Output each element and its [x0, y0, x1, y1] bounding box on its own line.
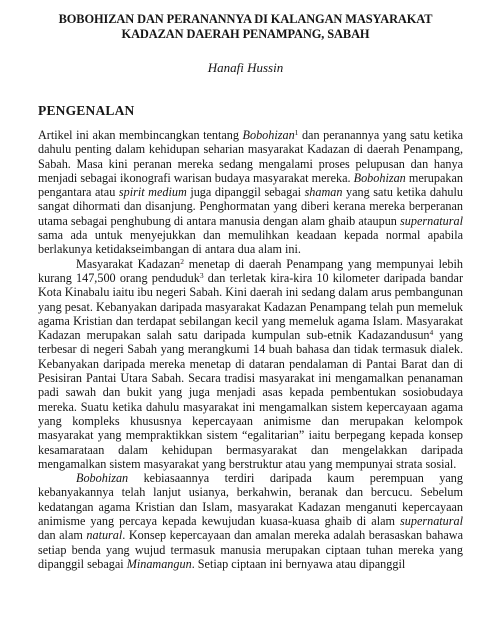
- text-run: dan terletak kira-kira 10 kilometer daripada bandar Kota Kinabalu iaitu ibu negeri Sabah. Kini daerah ini sedang dalam arus pembangunan yang pesat. Kebanyakan daripada masyarakat Kadazan Penampang telah pun memeluk agama Kristian dan terdapat sebilangan kecil yang memeluk agama Islam. Masyarakat Kadazan merupakan salah satu daripada kumpulan sub-etnik Kadazandusun: [38, 270, 463, 343]
- footnote-marker: 2: [180, 256, 184, 266]
- paragraph-3: [38, 471, 463, 571]
- italic-term: Bobohizan: [76, 471, 129, 486]
- italic-term: natural: [86, 528, 123, 543]
- italic-term: Bobohizan: [353, 170, 406, 185]
- text-run: sama ada untuk menyejukkan dan memulihkan keadaan kepada normal apabila berlakunya ketidakseimbangan di antara dua alam ini.: [38, 228, 463, 257]
- italic-term: supernatural: [400, 213, 463, 228]
- text-run: Masyarakat Kadazan: [76, 256, 181, 271]
- text-run: dan peranannya yang satu ketika dahulu penting dalam kehidupan seharian masyarakat Kadazan di daerah Penampang, Sabah. Masa kini peranan mereka sedang mengalami proses pelupusan dan hanya menjadi sebagai ikonografi warisan budaya masyarakat mereka.: [38, 128, 463, 185]
- text-run: yang terbesar di negeri Sabah yang merangkumi 14 buah bahasa dan tidak termasuk dialek. Kebanyakan daripada mereka menetap di dataran pendalaman di Pantai Barat dan di Pesisiran Pantai Utara Sabah. Secara tradisi masyarakat ini mengamalkan penanaman padi sawah dan bukit yang juga menjadi asas kepada pembentukan sosiobudaya mereka. Suatu ketika dahulu masyarakat ini mengamalkan sistem kepercayaan agama yang kompleks khususnya kepercayaan animisme dan merupakan kelompok masyarakat yang mempraktikkan sistem “egalitarian” iaitu berpegang kepada konsep kesamarataan dalam kehidupan bermasyarakat dan mengelakkan daripada mengamalkan sistem masyarakat yang berstruktur atau yang mempunyai strata sosial.: [38, 328, 463, 471]
- text-run: . Setiap ciptaan ini bernyawa atau dipanggil: [191, 556, 406, 571]
- text-run: . Konsep kepercayaan dan amalan mereka adalah berasaskan bahawa setiap benda yang wujud termasuk manusia merupakan ciptaan tuhan mereka yang dipanggil sebagai: [38, 528, 463, 571]
- article-title: [0, 12, 491, 41]
- title-line-1: BOBOHIZAN DAN PERANANNYA DI KALANGAN MASYARAKAT: [58, 12, 433, 26]
- paragraph-2: [38, 257, 463, 471]
- text-run: yang satu ketika dahulu sangat dihormati dan disanjung. Penghormatan yang diberi kerana mereka berperanan utama sebagai penghubung di antara manusia dengan alam ghaib ataupun: [38, 185, 463, 228]
- italic-term: Minamangun: [126, 556, 192, 571]
- footnote-marker: 1: [294, 128, 299, 137]
- text-run: juga dipanggil sebagai: [186, 185, 305, 200]
- author-name: Hanafi Hussin: [207, 60, 284, 75]
- text-run: Artikel ini akan membincangkan tentang: [38, 128, 243, 142]
- text-run: kebiasaannya terdiri daripada kaum perempuan yang kebanyakannya telah lanjut usianya, berkahwin, beranak dan bercucu. Sebelum kedatangan agama Kristian dan Islam, masyarakat Kadazan menganuti kepercayaan animisme yang percaya kepada kewujudan kuasa-kuasa ghaib di alam: [38, 471, 463, 529]
- italic-term: Bobohizan: [242, 128, 295, 142]
- footnote-marker: 3: [199, 270, 204, 280]
- footnote-marker: 4: [429, 328, 434, 338]
- italic-term: spirit medium: [118, 185, 187, 200]
- text-run: dan alam: [38, 528, 87, 543]
- text-run: menetap di daerah Penampang yang mempunyai lebih kurang 147,500 orang penduduk: [38, 256, 463, 285]
- title-line-2: KADAZAN DAERAH PENAMPANG, SABAH: [121, 26, 370, 41]
- paragraph-1: [38, 128, 463, 257]
- italic-term: shaman: [304, 185, 343, 200]
- article-body: [38, 128, 463, 571]
- text-run: merupakan pengantara atau: [38, 170, 463, 200]
- italic-term: supernatural: [400, 514, 463, 529]
- section-heading: PENGENALAN: [38, 103, 135, 118]
